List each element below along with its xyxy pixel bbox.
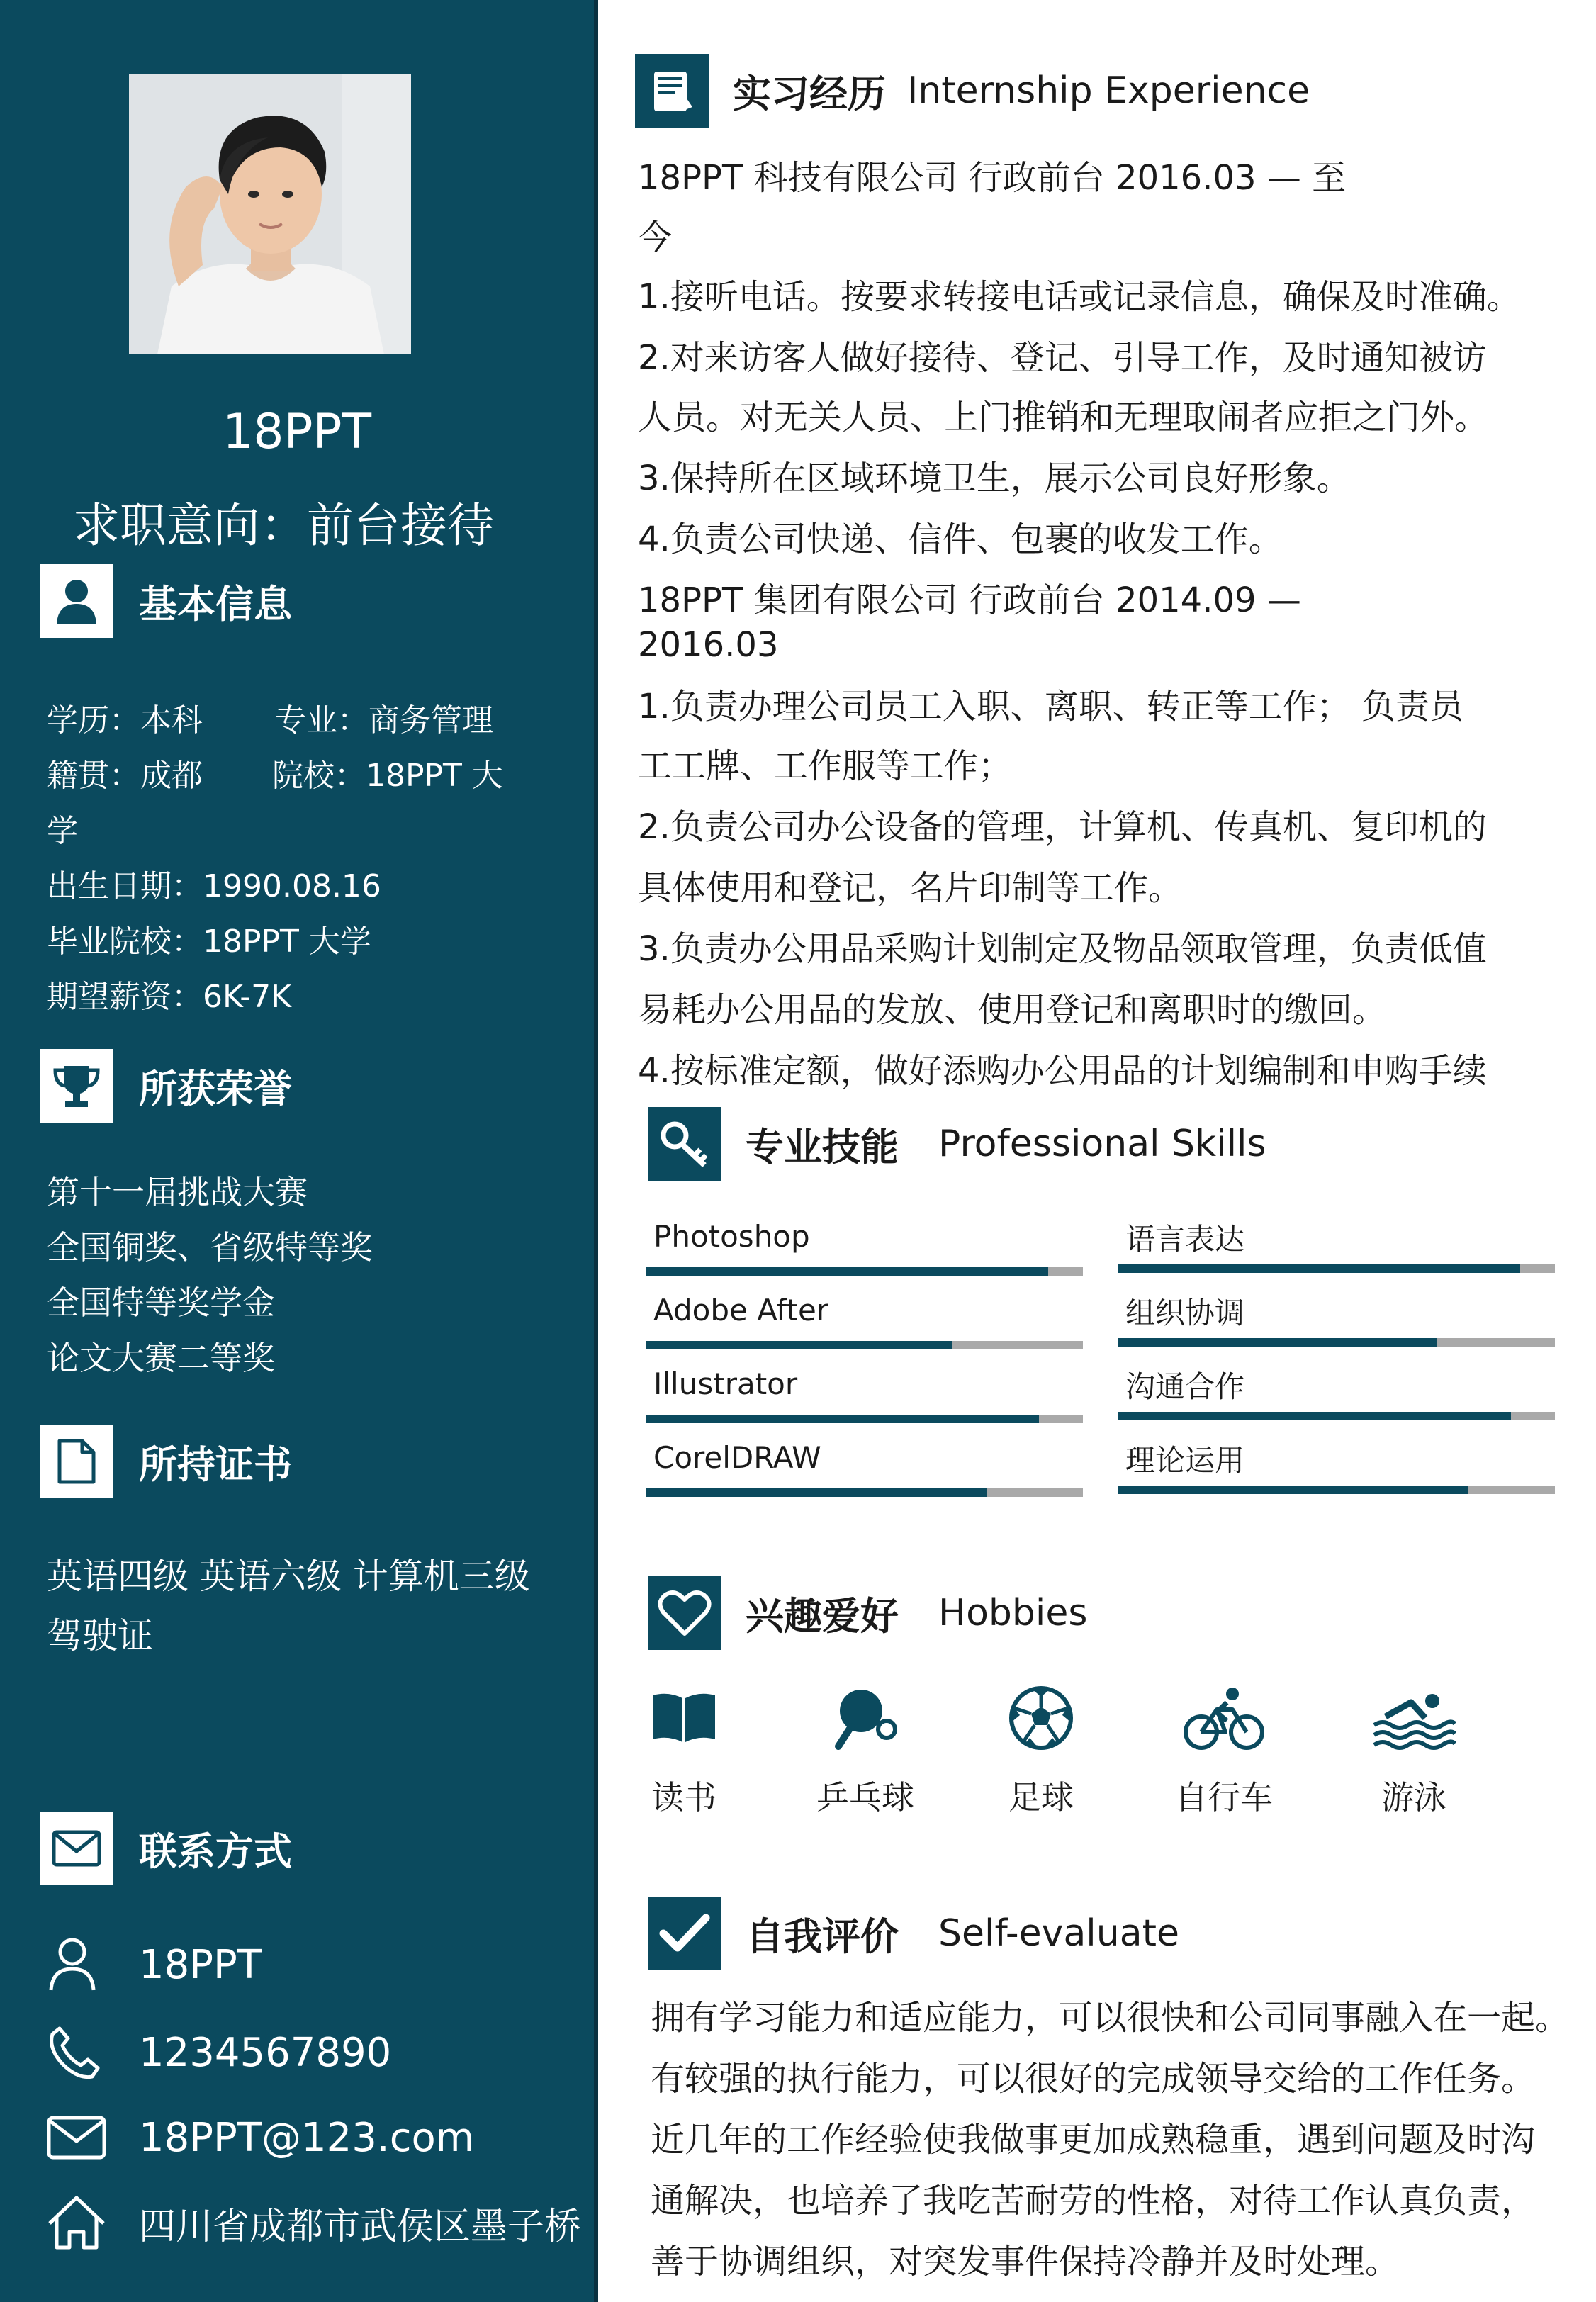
honor-item: 全国特等奖学金	[47, 1284, 275, 1322]
certificates-header	[40, 1425, 292, 1498]
evaluation-line: 拥有学习能力和适应能力，可以很快和公司同事融入在一起。	[651, 1998, 1570, 2038]
hobby-swimming	[1354, 1681, 1474, 1819]
skill-bar-illustrator	[646, 1366, 1083, 1423]
hobby-ping-pong	[805, 1681, 926, 1819]
college-field: 院校：18PPT 大	[272, 758, 503, 794]
hobby-cycling	[1164, 1681, 1284, 1819]
swimming-icon	[1354, 1681, 1474, 1755]
trophy-icon	[40, 1049, 113, 1123]
mail-icon	[47, 2102, 118, 2173]
skill-name: Photoshop	[653, 1219, 810, 1254]
honor-item: 全国铜奖、省级特等奖	[47, 1228, 373, 1267]
evaluation-header	[648, 1897, 1179, 1970]
skill-fill	[1118, 1486, 1468, 1494]
skill-name: Illustrator	[653, 1366, 798, 1401]
major-field: 专业：商务管理	[275, 702, 493, 739]
skill-track	[1118, 1264, 1555, 1273]
skill-fill	[1118, 1338, 1437, 1347]
skill-bar-coreldraw	[646, 1440, 1083, 1497]
evaluation-line: 善于协调组织，对突发事件保持冷静并及时处理。	[651, 2242, 1400, 2281]
experience-title: 实习经历	[733, 71, 886, 116]
hobbies-header	[648, 1576, 1087, 1650]
skill-name: CorelDRAW	[653, 1440, 821, 1475]
skill-fill	[1118, 1264, 1520, 1273]
profile-photo	[129, 74, 411, 354]
contact-address-row	[47, 2187, 581, 2258]
evaluation-line: 近几年的工作经验使我做事更加成熟稳重，遇到问题及时沟	[651, 2120, 1536, 2160]
contact-email-row	[47, 2102, 474, 2173]
document-icon	[40, 1425, 113, 1498]
certificate-line: 驾驶证	[47, 1615, 153, 1656]
duty-line: 3.保持所在区域环境卫生，展示公司良好形象。	[638, 459, 1351, 498]
skill-fill	[646, 1415, 1039, 1423]
skill-track	[1118, 1338, 1555, 1347]
graduate-school-field: 毕业院校：18PPT 大学	[47, 923, 371, 960]
birthdate-field: 出生日期：1990.08.16	[47, 868, 381, 904]
skill-track	[646, 1267, 1083, 1276]
job-heading: 18PPT 科技有限公司 行政前台 2016.03 — 至	[638, 158, 1347, 198]
contact-header	[40, 1812, 292, 1885]
experience-body	[638, 145, 1559, 1091]
skill-bar-adobe-after	[646, 1293, 1083, 1349]
skill-bar-communication	[1118, 1364, 1555, 1420]
salary-field: 期望薪资：6K-7K	[47, 979, 291, 1015]
contact-title: 联系方式	[139, 1829, 292, 1874]
evaluation-title: 自我评价	[746, 1914, 899, 1959]
sidebar-divider	[594, 0, 598, 2302]
skill-fill	[646, 1341, 952, 1349]
skill-name: 理论运用	[1125, 1443, 1245, 1478]
duty-line: 4.按标准定额，做好添购办公用品的计划编制和申购手续	[638, 1051, 1487, 1091]
duty-line: 4.负责公司快递、信件、包裹的收发工作。	[638, 520, 1283, 559]
skill-track	[1118, 1486, 1555, 1494]
applicant-name: 18PPT	[222, 404, 372, 460]
honors-header	[40, 1049, 292, 1123]
duty-line: 具体使用和登记，名片印制等工作。	[638, 868, 1183, 908]
honor-item: 第十一届挑战大赛	[47, 1173, 308, 1211]
hobbies-title: 兴趣爱好	[746, 1593, 899, 1639]
checkmark-icon	[648, 1897, 721, 1970]
hobby-label: 乒乓球	[816, 1778, 914, 1817]
skill-name: 沟通合作	[1125, 1369, 1245, 1404]
job-intent: 求职意向：前台接待	[73, 498, 494, 553]
soccer-ball-icon	[981, 1681, 1101, 1755]
duty-line: 2.对来访客人做好接待、登记、引导工作，及时通知被访	[638, 338, 1487, 378]
phone-icon	[47, 2017, 118, 2088]
skills-title: 专业技能	[746, 1124, 899, 1169]
job-heading: 18PPT 集团有限公司 行政前台 2014.09 —	[638, 580, 1301, 620]
skill-track	[646, 1415, 1083, 1423]
skill-name: Adobe After	[653, 1293, 829, 1327]
duty-line: 1.负责办理公司员工入职、离职、转正等工作； 负责员	[638, 687, 1464, 726]
skill-track	[646, 1341, 1083, 1349]
heart-icon	[648, 1576, 721, 1650]
job-heading-cont: 今	[638, 218, 673, 257]
duty-line: 易耗办公用品的发放、使用登记和离职时的缴回。	[638, 990, 1387, 1030]
skill-track	[646, 1488, 1083, 1497]
basic-info-header	[40, 564, 292, 638]
skills-header	[648, 1107, 1266, 1181]
skill-fill	[646, 1488, 987, 1497]
contact-address: 四川省成都市武侯区墨子桥	[139, 2205, 582, 2248]
duty-line: 工工牌、工作服等工作；	[638, 746, 1013, 786]
skills-subtitle: Professional Skills	[938, 1123, 1266, 1165]
honors-title: 所获荣誉	[139, 1066, 292, 1111]
duty-line: 人员。对无关人员、上门推销和无理取闹者应拒之门外。	[638, 398, 1489, 437]
duty-line: 3.负责办公用品采购计划制定及物品领取管理，负责低值	[638, 929, 1487, 969]
skill-bar-theory	[1118, 1437, 1555, 1494]
evaluation-subtitle: Self-evaluate	[938, 1912, 1179, 1955]
notebook-icon	[635, 54, 709, 128]
skill-bar-language	[1118, 1216, 1555, 1273]
contact-phone-row	[47, 2017, 391, 2088]
hobby-soccer	[981, 1681, 1101, 1819]
duty-line: 1.接听电话。按要求转接电话或记录信息，确保及时准确。	[638, 277, 1521, 317]
skill-bar-organization	[1118, 1290, 1555, 1347]
evaluation-line: 有较强的执行能力，可以很好的完成领导交给的工作任务。	[651, 2059, 1536, 2099]
skill-name: 组织协调	[1125, 1296, 1245, 1330]
skill-fill	[646, 1267, 1048, 1276]
job-heading-cont: 2016.03	[638, 625, 779, 665]
skill-name: 语言表达	[1125, 1222, 1245, 1257]
honor-item: 论文大赛二等奖	[47, 1339, 275, 1377]
skill-bar-photoshop	[646, 1219, 1083, 1276]
hobbies-subtitle: Hobbies	[938, 1592, 1088, 1634]
experience-subtitle: Internship Experience	[907, 69, 1310, 112]
contact-name-row	[47, 1929, 262, 2000]
skill-track	[1118, 1412, 1555, 1420]
college-field-cont: 学	[47, 813, 78, 849]
basic-info-title: 基本信息	[139, 581, 292, 627]
ping-pong-icon	[805, 1681, 926, 1755]
hobby-label: 自行车	[1175, 1778, 1273, 1817]
user-icon	[40, 564, 113, 638]
hobby-reading	[624, 1681, 744, 1819]
home-icon	[47, 2187, 118, 2258]
skill-fill	[1118, 1412, 1511, 1420]
education-field: 学历：本科	[47, 702, 203, 739]
hometown-field: 籍贯：成都	[47, 758, 203, 794]
contact-name: 18PPT	[139, 1941, 262, 1988]
bicycle-icon	[1164, 1681, 1284, 1755]
evaluation-line: 通解决，也培养了我吃苦耐劳的性格，对待工作认真负责，	[651, 2181, 1536, 2220]
contact-email[interactable]: 18PPT@123.com	[139, 2114, 475, 2161]
experience-header	[635, 54, 1310, 128]
certificate-line: 英语四级 英语六级 计算机三级	[47, 1556, 530, 1597]
contact-phone[interactable]: 1234567890	[139, 2029, 392, 2076]
sidebar	[0, 0, 594, 2302]
certificates-title: 所持证书	[139, 1442, 292, 1487]
hobby-label: 游泳	[1381, 1778, 1446, 1817]
hobby-label: 读书	[651, 1778, 716, 1817]
envelope-icon	[40, 1812, 113, 1885]
key-icon	[648, 1107, 721, 1181]
person-icon	[47, 1929, 118, 2000]
duty-line: 2.负责公司办公设备的管理，计算机、传真机、复印机的	[638, 807, 1487, 847]
book-icon	[624, 1681, 744, 1755]
hobby-label: 足球	[1008, 1778, 1074, 1817]
